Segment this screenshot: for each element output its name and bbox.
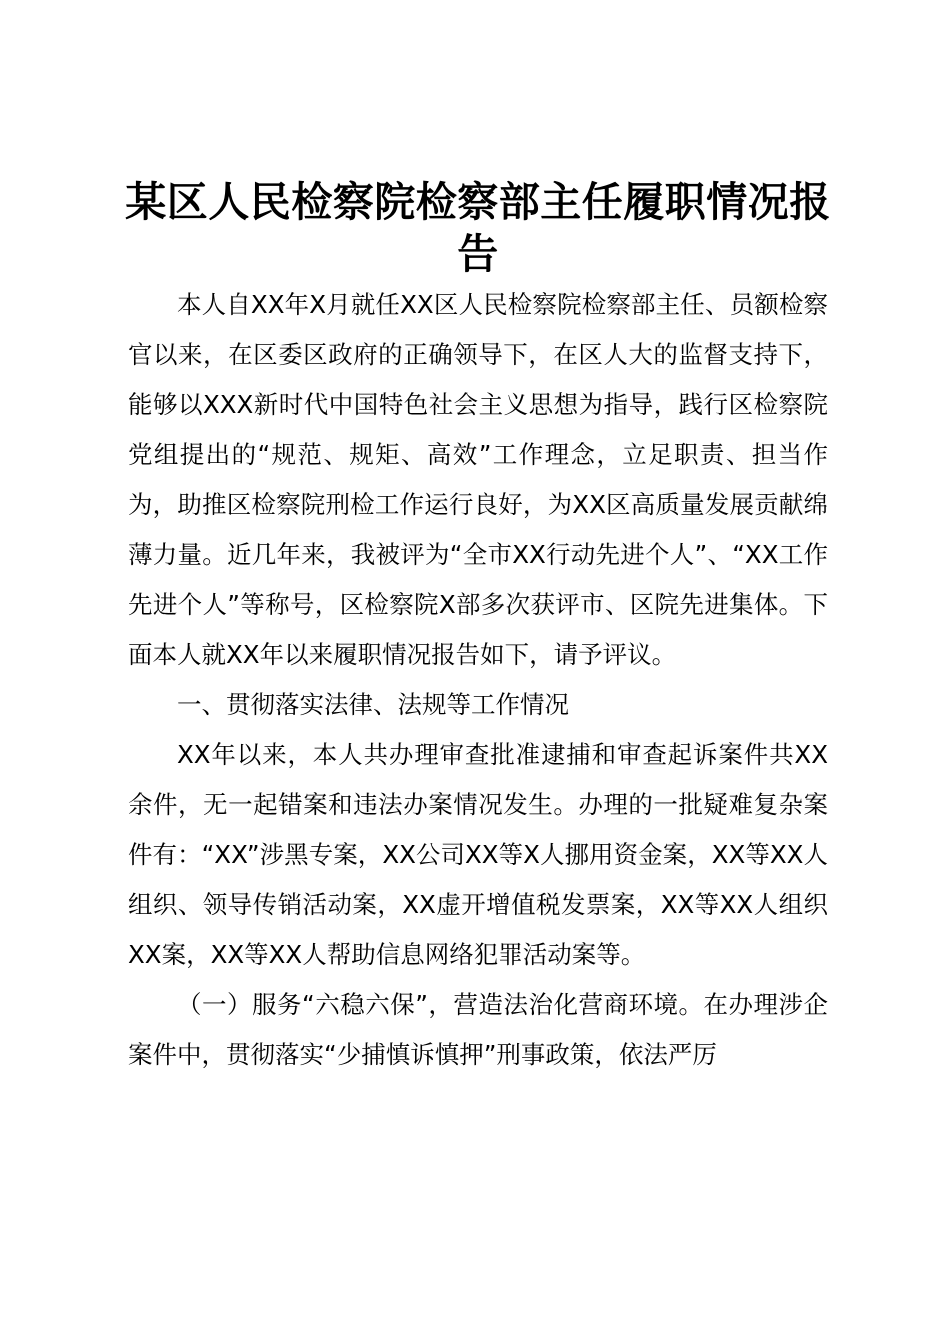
section-1-paragraph: XX年以来，本人共办理审查批准逮捕和审查起诉案件共XX余件，无一起错案和违法办案情况发生。办理的一批疑难复杂案件有：“XX”涉黑专案，XX公司XX等X人挪用资金案，XX等XX人组织、领导传销活动案，XX虚开增值税发票案，XX等XX人组织XX案，XX等XX人帮助信息网络犯罪活动案等。 [128,740,828,969]
intro-paragraph: 本人自XX年X月就任XX区人民检察院检察部主任、员额检察官以来，在区委区政府的正确领导下，在区人大的监督支持下，能够以XXX新时代中国特色社会主义思想为指导，践行区检察院党组提出的“规范、规矩、高效”工作理念，立足职责、担当作为，助推区检察院刑检工作运行良好，为XX区高质量发展贡献绵薄力量。近几年来，我被评为“全市XX行动先进个人”、“XX工作先进个人”等称号，区检察院X部多次获评市、区院先进集体。下面本人就XX年以来履职情况报告如下，请予评议。 [128,290,828,669]
document-title: 某区人民检察院检察部主任履职情况报告 [125,178,831,278]
document-page [125,176,831,1080]
subsection-1-paragraph: （一）服务“六稳六保”，营造法治化营商环境。在办理涉企案件中，贯彻落实“少捕慎诉慎押”刑事政策，依法严厉 [128,990,828,1069]
section-heading-1: 一、贯彻落实法律、法规等工作情况 [177,690,569,719]
